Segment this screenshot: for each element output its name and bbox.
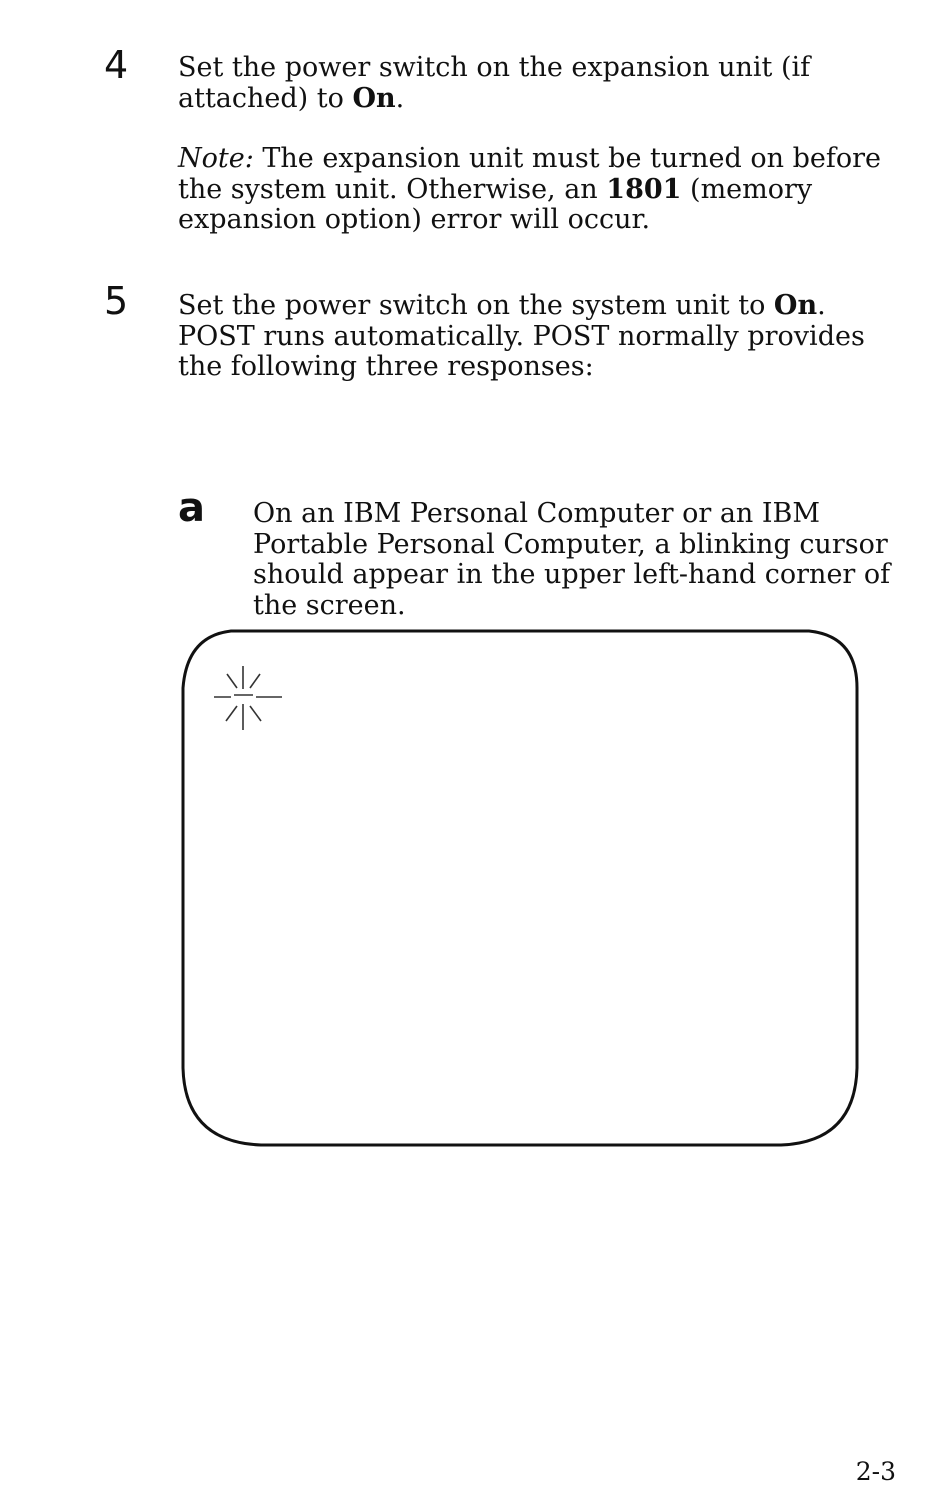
substep-text: On an IBM Personal Computer or an IBM Portable Personal Computer, a blinking cursor should appear in the upper left-hand corner of the screen. — [253, 498, 891, 621]
step-number: 4 — [104, 43, 129, 87]
note-paragraph: Note: The expansion unit must be turned on before the system unit. Otherwise, an 1801 (memory expansion option) error will occur. — [178, 143, 882, 235]
step-text: Set the power switch on the expansion unit (if attached) to On. — [178, 52, 811, 114]
page-number: 2-3 — [855, 1457, 896, 1486]
step-number: 5 — [104, 279, 129, 323]
step-text: Set the power switch on the system unit to On. POST runs automatically. POST normally provides the following three responses: — [178, 290, 865, 382]
substep-letter: a — [178, 485, 205, 531]
blinking-cursor-icon — [214, 664, 284, 736]
